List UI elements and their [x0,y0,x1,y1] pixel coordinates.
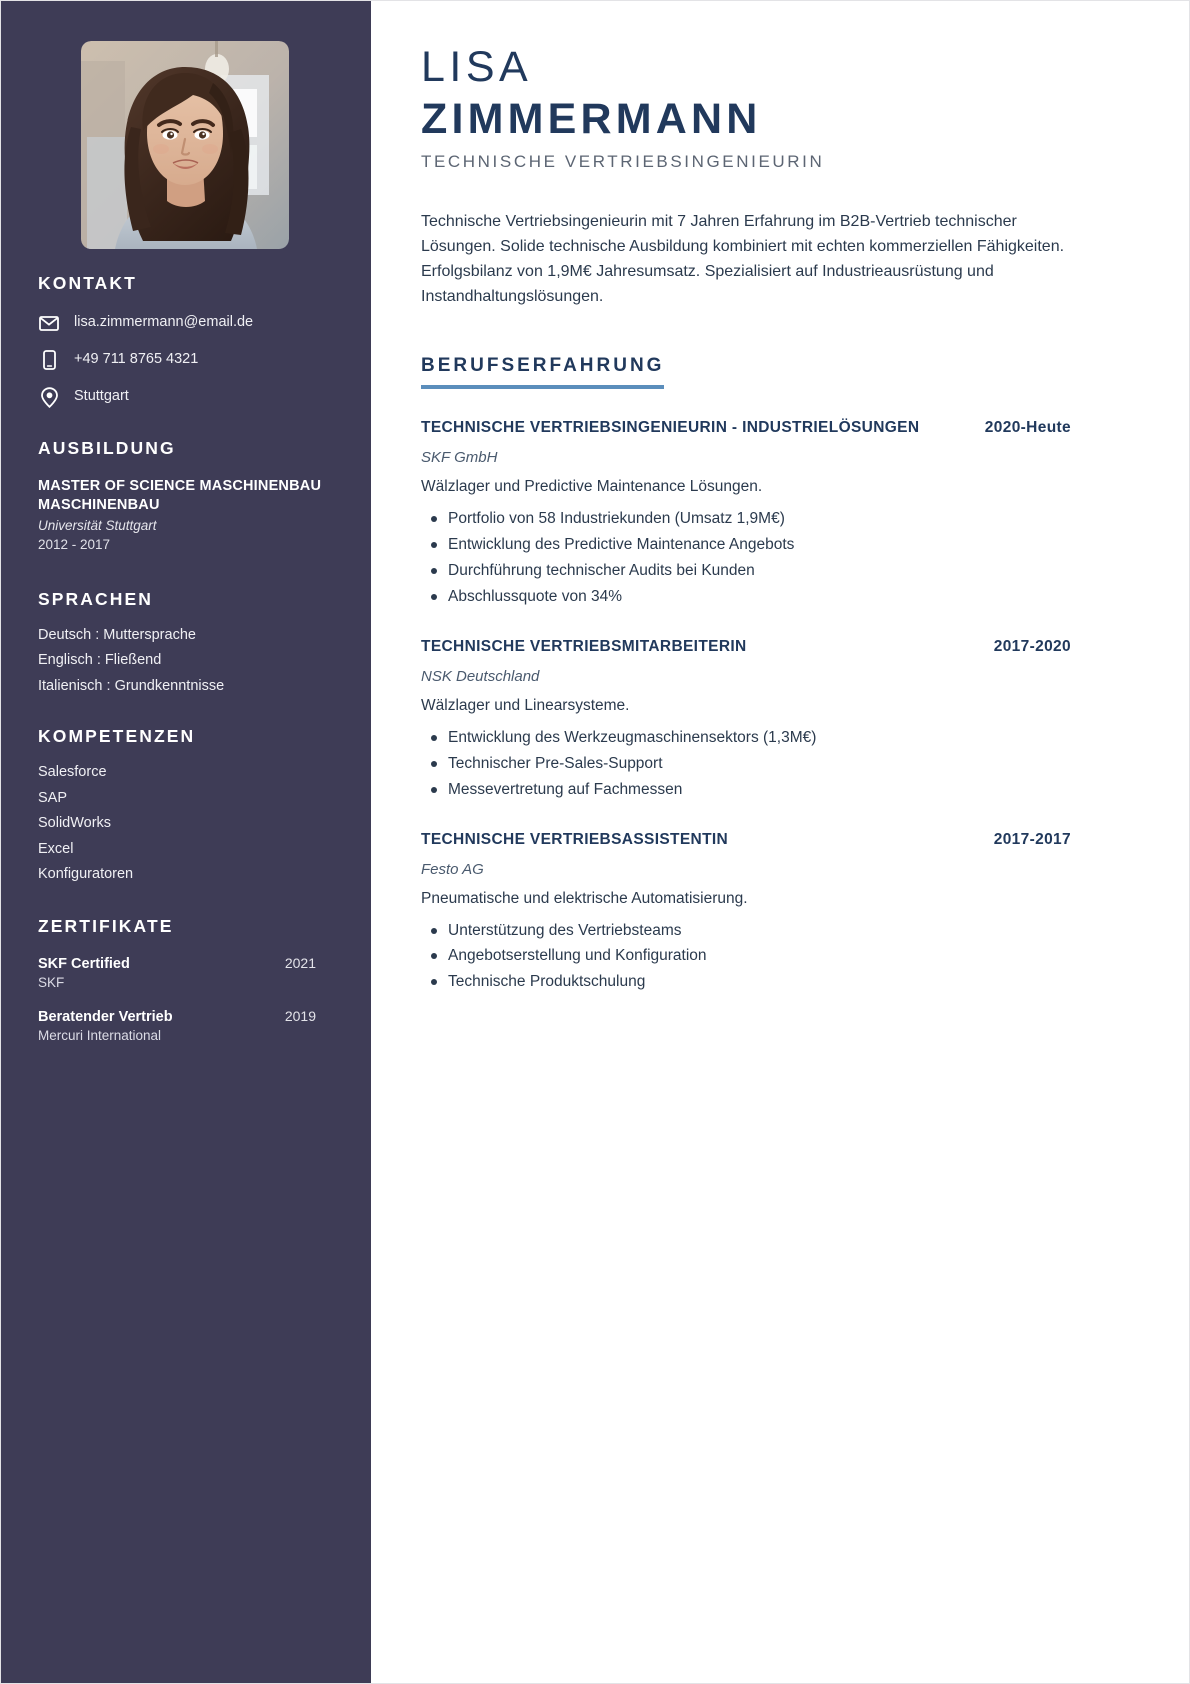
experience-dates: 2020-Heute [984,419,1071,437]
profile-photo-image [81,41,289,249]
experience-bullet: Technischer Pre-Sales-Support [421,754,1071,775]
languages-heading: SPRACHEN [38,588,154,609]
education-item [38,477,338,555]
experience-header [421,831,1071,852]
experience-list [421,419,1071,993]
experience-bullets [421,728,1071,801]
envelope-icon [38,312,60,334]
sidebar [1,1,371,1684]
skill-item: Salesforce [38,764,107,781]
experience-header [421,638,1071,659]
certificate-year: 2019 [284,1007,316,1024]
education-school: Universität Stuttgart [38,517,157,533]
location-pin-icon [38,386,60,408]
experience-section-heading: BERUFSERFAHRUNG [421,355,664,389]
experience-title: TECHNISCHE VERTRIEBSINGENIEURIN - INDUSTRIELÖSUNGEN [421,419,920,437]
language-item: Deutsch : Muttersprache [38,626,196,643]
language-item: Italienisch : Grundkenntnisse [38,677,225,694]
contact-heading: KONTAKT [38,273,137,293]
experience-company: NSK Deutschland [421,667,540,685]
experience-bullet: Unterstützung des Vertriebsteams [421,921,1071,942]
skills-heading: KOMPETENZEN [38,726,196,747]
contact-email-value: lisa.zimmermann@email.de [74,314,254,331]
certificate-issuer: SKF [38,974,65,990]
experience-bullet: Angebotserstellung und Konfiguration [421,946,1071,967]
experience-entry [421,419,1071,608]
skill-item: SAP [38,789,68,806]
certificate-item [38,955,338,990]
skills-section [38,726,338,882]
experience-bullet: Portfolio von 58 Industriekunden (Umsatz 1,9M€) [421,509,1071,530]
contact-phone-row[interactable] [38,349,338,371]
phone-icon [38,349,60,371]
contact-phone-value: +49 711 8765 4321 [74,351,199,368]
professional-summary: Technische Vertriebsingenieurin mit 7 Jahren Erfahrung im B2B-Vertrieb technischer Lösungen. Solide technische Ausbildung kombiniert mit echten kommerziellen Fähigkeiten. Erfolgsbilanz von 1,9M€ Jahresumsatz. Spezialisiert auf Industrieausrüstung und Instandhaltungslösungen. [421,213,1065,305]
experience-bullet: Abschlussquote von 34% [421,587,1071,608]
experience-bullet: Messevertretung auf Fachmessen [421,780,1071,801]
certificate-item [38,1008,338,1043]
experience-bullets [421,921,1071,994]
skill-item: Excel [38,840,74,857]
contact-email-row[interactable] [38,312,338,334]
languages-section [38,589,338,694]
experience-description: Wälzlager und Predictive Maintenance Lösungen. [421,478,763,496]
certificate-name: SKF Certified [38,955,130,972]
main-content [421,1,1071,1023]
job-title-subtitle: TECHNISCHE VERTRIEBSINGENIEURIN [421,152,825,172]
language-item: Englisch : Fließend [38,652,162,669]
education-heading: AUSBILDUNG [38,438,176,458]
certificate-issuer: Mercuri International [38,1027,162,1043]
experience-bullet: Entwicklung des Werkzeugmaschinensektors (1,3M€) [421,728,1071,749]
first-name: LISA [421,43,533,91]
skill-item: Konfiguratoren [38,866,134,883]
experience-entry [421,638,1071,801]
experience-bullet: Durchführung technischer Audits bei Kunden [421,561,1071,582]
experience-description: Pneumatische und elektrische Automatisierung. [421,889,748,907]
experience-company: Festo AG [421,860,484,878]
experience-dates: 2017-2020 [993,637,1071,655]
education-dates: 2012 - 2017 [38,536,111,552]
contact-location-row[interactable] [38,386,338,408]
last-name: ZIMMERMANN [421,95,762,143]
experience-bullets [421,509,1071,608]
experience-company: SKF GmbH [421,449,498,467]
education-section [38,438,338,555]
experience-title: TECHNISCHE VERTRIEBSMITARBEITERIN [421,637,747,655]
experience-entry [421,831,1071,994]
profile-photo [81,41,289,249]
certificate-year: 2021 [284,954,316,971]
contact-section [38,273,338,408]
certificate-name: Beratender Vertrieb [38,1008,173,1025]
contact-location-value: Stuttgart [74,388,129,405]
skill-item: SolidWorks [38,815,112,832]
education-degree: MASTER OF SCIENCE MASCHINENBAU MASCHINENBAU [38,478,322,514]
experience-dates: 2017-2017 [993,830,1071,848]
experience-bullet: Entwicklung des Predictive Maintenance Angebots [421,535,1071,556]
experience-bullet: Technische Produktschulung [421,972,1071,993]
experience-description: Wälzlager und Linearsysteme. [421,696,630,714]
certificates-section [38,916,338,1043]
certificates-heading: ZERTIFIKATE [38,915,174,936]
experience-header [421,419,1071,440]
experience-title: TECHNISCHE VERTRIEBSASSISTENTIN [421,830,729,848]
